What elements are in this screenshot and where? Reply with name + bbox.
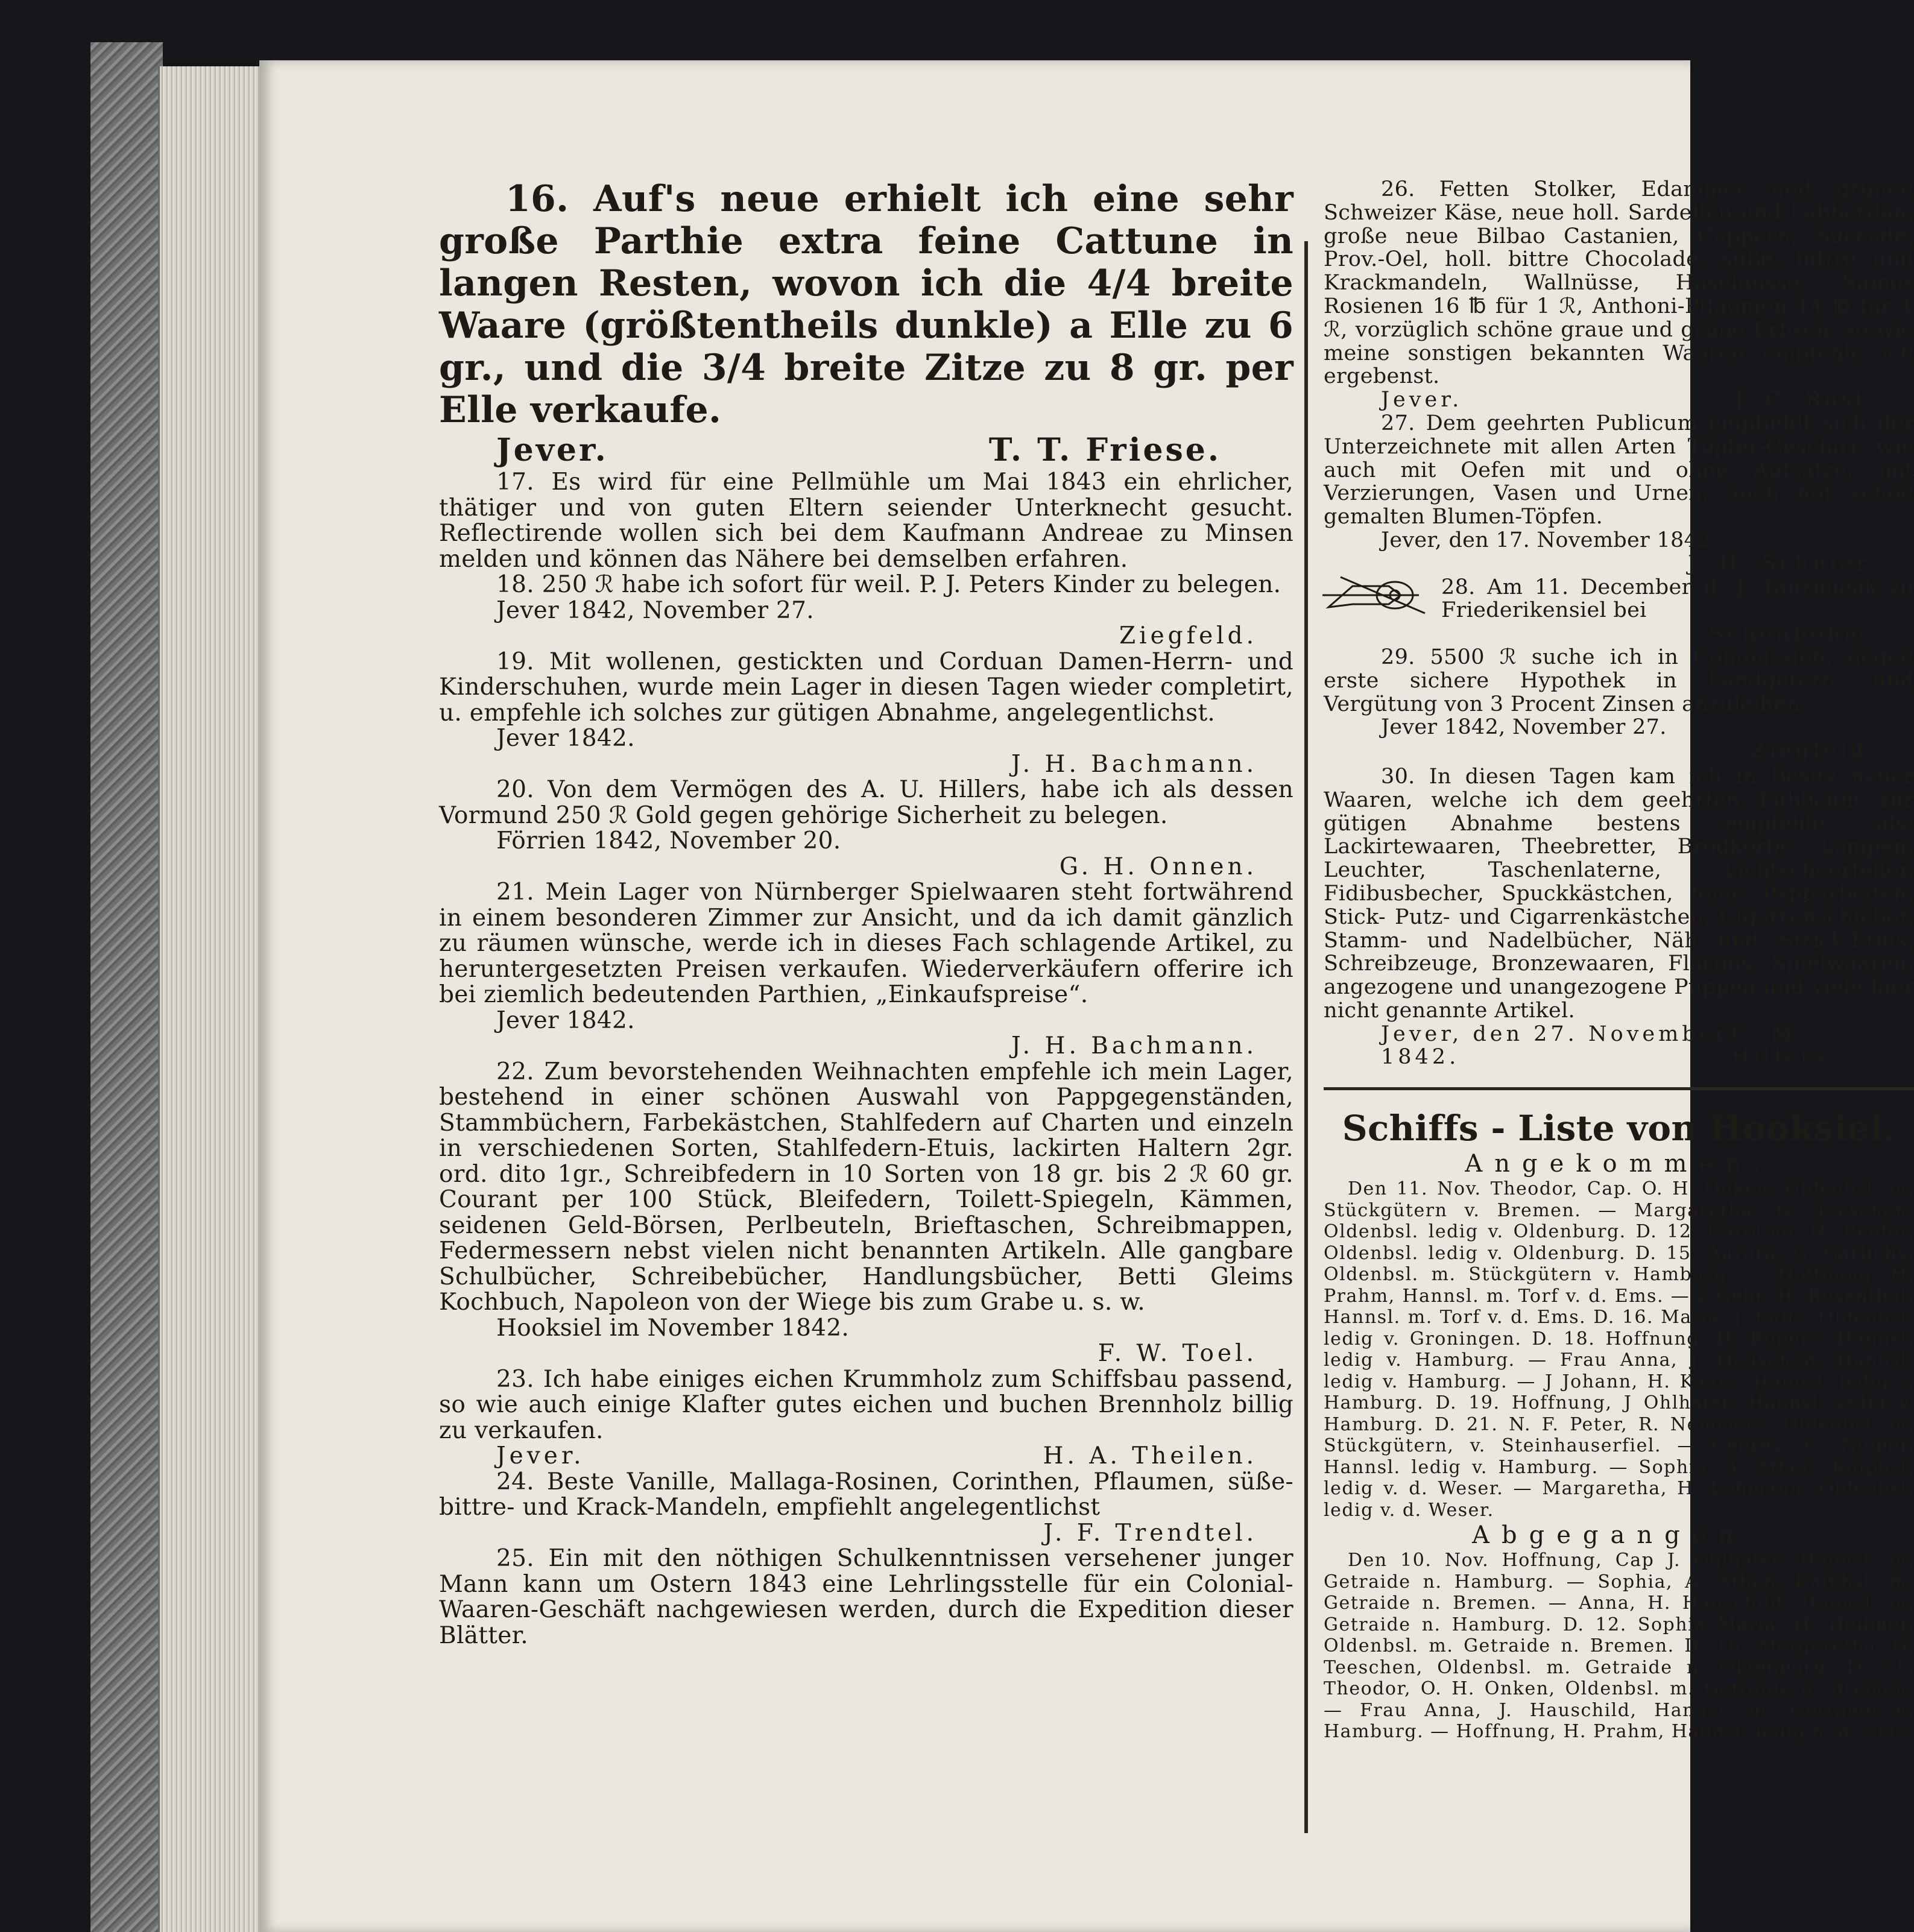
entry-signer: G. H. Onnen.: [1059, 853, 1257, 880]
entry-22: [439, 1059, 1293, 1367]
left-column: [439, 178, 1293, 1649]
entry-16: [439, 178, 1293, 470]
right-column: [1324, 178, 1914, 1743]
entry-text: 24. Beste Vanille, Mallaga-Rosinen, Corinthen, Pflaumen, süße- bittre- und Krack-Mandeln, empfiehlt angelegentlichst: [439, 1468, 1293, 1521]
section-divider: [1324, 1087, 1914, 1090]
entry-text: 22. Zum bevorstehenden Weihnachten empfehle ich mein Lager, bestehend in einer schönen Auswahl von Pappgegenständen, Stammbüchern, Farbekästchen, Stahlfedern auf Charten und einzeln in verschiedenen Sorten, Stahlfedern-Etuis, lackirten Haltern 2gr. ord. dito 1gr., Schreibfedern in 10 Sorten von 18 gr. bis 2 ℛ 60 gr. Courant per 100 Stück, Bleifedern, Toilett-Spiegeln, Kämmen, seidenen Geld-Börsen, Perlbeuteln, Brieftaschen, Schreibmappen, Federmessern nebst vielen nicht benannten Artikeln. Alle gangbare Schulbücher, Schreibebücher, Handlungsbücher, Betti Gleims Kochbuch, Napoleon von der Wiege bis zum Grabe u. s. w.: [439, 1058, 1293, 1316]
arrived-heading: Angekommen.: [1465, 1150, 1773, 1178]
ship-list: [1324, 1107, 1914, 1743]
entry-place: Jever 1842, November 27.: [1381, 715, 1667, 740]
entry-text: 17. Es wird für eine Pellmühle um Mai 1843 ein ehrlicher, thätiger und von guten Eltern seiender Unterknecht gesucht. Reflectirende wollen sich bei dem Kaufmann Andreae zu Minsen melden und können das Nähere bei demselben erfahren.: [439, 469, 1293, 573]
book-spine: [90, 42, 163, 1932]
entry-signature: [1324, 1023, 1914, 1070]
entry-place: Jever.: [496, 432, 608, 469]
page-edges: [158, 66, 265, 1932]
ship-list-title: Schiffs - Liste von Hooksiel.: [1342, 1108, 1896, 1149]
entry-signer: Ziegfeld.: [1750, 739, 1878, 763]
entry-signer: J. H. Bachmann.: [1011, 1032, 1257, 1059]
entry-place: Hooksiel im November 1842.: [496, 1314, 850, 1342]
entry-signer: F. W. Toel.: [1098, 1340, 1257, 1367]
arrived-list: Den 11. Nov. Theodor, Cap. O. H. Onken. Oldenbsl. m. Stückgütern v. Bremen. — Margaretha, G. Teeschen, Oldenbsl. ledig v. Oldenburg. D. 12. Caroline. H. Reefer, Oldenbsl. ledig v. Oldenburg. D. 15. Aurora, G. Garlichs, Oldenbsl. m. Stückgütern v. Hamburg. — Hoffnung, H. Prahm, Hannsl. m. Torf v. d. Ems. — 2 Gebr. H. Rosenthal, Hannsl. m. Torf v. d. Ems. D. 16. Maria, J. Fulfs, Oldenbsl. ledig v. Groningen. D. 18. Hoffnung, H. Ropers, Hannsl. ledig v. Hamburg. — Frau Anna, J. Hauschild, Hannsl. ledig v. Hamburg. — J Johann, H. Kaars, Hannsl. ledig v. Hamburg. D. 19. Hoffnung, J Ohlhafer, Hannsl. ledig v. Hamburg. D. 21. N. F. Peter, R. Nemmers, Oldenbsl. m. Stückgütern, v. Steinhauserfiel. — Ceeres, C. Nieper, Hannsl. ledig v. Hamburg. — Sophia, A. Athen, Kniphsl. ledig v. d. Weser. — Margaretha, H. Lohmann, Oldenbsl. ledig v. d. Weser.: [1324, 1178, 1914, 1521]
entry-signature: [439, 431, 1293, 470]
entry-signer: Schönbohm.: [1708, 622, 1878, 646]
entry-signer: J. H. Bachmann.: [1011, 750, 1257, 778]
entry-18: [439, 572, 1293, 649]
entry-place: Jever 1842, November 27.: [496, 596, 814, 624]
entry-text: 30. In diesen Tagen kam ich in Besitz neuer Waaren, welche ich dem geehrten Publicum zur gütigen Abnahme bestens empfehle, als: Lackirtewaaren, Theebretter, Brodkörbe, Lampen, Leuchter, Taschenlaterne, Lichtscheerteller, Fidibusbecher, Spuckkästchen, feine Papparbeiten, Stick- Putz- und Cigarrenkästchen, Cigarrenschieber, Stamm- und Nadelbücher, Näh und Strick-Etuis, Schreibzeuge, Bronzewaaren, Flacons, Spielwaaren, angezogene und unangezogene Puppen und viele hier nicht genannte Artikel.: [1324, 764, 1914, 1023]
violin-illustration-icon: [1316, 571, 1437, 619]
entry-text: 20. Von dem Vermögen des A. U. Hillers, habe ich als dessen Vormund 250 ℛ Gold gegen gehörige Sicherheit zu belegen.: [439, 776, 1293, 829]
entry-signer: H. A. Theilen.: [1043, 1442, 1257, 1470]
entry-place: Jever.: [496, 1442, 585, 1470]
entry-25: [439, 1546, 1293, 1649]
entry-text: 18. 250 ℛ habe ich sofort für weil. P. J. Peters Kinder zu belegen.: [496, 571, 1281, 598]
entry-place: Jever.: [1381, 388, 1463, 412]
entry-signer: J. F. Trendtel.: [1043, 1519, 1257, 1547]
entry-23: [439, 1367, 1293, 1470]
entry-text: 25. Ein mit den nöthigen Schulkenntnissen versehener junger Mann kann um Ostern 1843 eine Lehrlingsstelle für ein Colonial-Waaren-Geschäft nachgewiesen werden, durch die Expedition dieser Blätter.: [439, 1545, 1293, 1649]
entry-27: [1324, 412, 1914, 576]
entry-signature: [1324, 388, 1914, 412]
entry-text: 21. Mein Lager von Nürnberger Spielwaaren steht fortwährend in einem besonderen Zimmer zur Ansicht, und da ich damit gänzlich zu räumen wünsche, werde ich in dieses Fach schlagende Artikel, zu heruntergesetzten Preisen verkaufen. Wiederverkäufern offerire ich bei ziemlich bedeutenden Parthien, „Einkaufspreise“.: [439, 879, 1293, 1008]
entry-place: Jever, den 27. November 1842.: [1381, 1021, 1729, 1070]
entry-20: [439, 777, 1293, 880]
entry-24: [439, 1470, 1293, 1547]
departed-list: Den 10. Nov. Hoffnung, Cap J. Ohlhafer, Hannsl. m. Getraide n. Hamburg. — Sophia, A. Athen, Kniphsl. m. Getraide n. Bremen. — Anna, H. Hauschild, Hannsl. m. Getraide n. Hamburg. D. 12. Sophia Maria, H. Heibner, Oldenbsl. m. Getraide n. Bremen. D. 18. Margaretha, G. Teeschen, Oldenbsl. m. Getraide n. Oldenburg. D. 21. Theodor, O. H. Onken, Oldenbsl. m. Getraide n. Bremen. — Frau Anna, J. Hauschild, Hannsl. m. Getraide n. Hamburg. — Hoffnung, H. Prahm, Hannsl. ledig n. d. Ems.: [1324, 1550, 1914, 1743]
entry-signer: Ziegfeld.: [1119, 622, 1257, 649]
departed-heading: Abgegangen.: [1472, 1521, 1766, 1550]
entry-17: [439, 470, 1293, 572]
column-divider: [1304, 241, 1308, 1833]
newspaper-page: [259, 60, 1914, 1932]
entry-signer: J. H. Schnier.: [1688, 551, 1878, 576]
entry-signer: C. M Hillers.: [1731, 1021, 1839, 1070]
entry-text: 19. Mit wollenen, gestickten und Corduan Damen-Herrn- und Kinderschuhen, wurde mein Lager in diesen Tagen wieder completirt, u. empfehle ich solches zur gütigen Abnahme, angelegentlichst.: [439, 648, 1293, 727]
entry-text: 16. Auf's neue erhielt ich eine sehr große Parthie extra feine Cattune in langen Resten, wovon ich die 4/4 breite Waare (größtentheils dunkle) a Elle zu 6 gr., und die 3/4 breite Zitze zu 8 gr. per Elle verkaufe.: [439, 178, 1293, 431]
entry-26: [1324, 178, 1914, 412]
entry-place: Jever 1842.: [496, 725, 635, 752]
entry-signer: T. T. Friese.: [988, 432, 1221, 469]
entry-text: 26. Fetten Stolker, Edammer und grünen Schweizer Käse, neue holl. Sardellen und Labberdan, große neue Bilbao Castanien, Cappern, Succade, Prov.-Oel, holl. bittre Chocolade, süße, bittre und Krackmandeln, Wallnüsse, Haselnüsse, Samos Rosienen 16 ℔ für 1 ℛ, Anthoni-Pflaumen 14 ℔ für 1 ℛ, vorzüglich schöne graue und grüne Erbsen, so wie meine sonstigen bekannten Waaren empfehle ich ergebenst.: [1324, 177, 1914, 389]
entry-text: 29. 5500 ℛ suche ich in Commission, gegen erste sichere Hypothek in Landgütern, und Vergütung von 3 Procent Zinsen anzuleihen.: [1324, 645, 1914, 716]
entry-28: [1324, 576, 1914, 646]
entry-place: Förrien 1842, November 20.: [496, 827, 841, 854]
entry-signature: [439, 1444, 1293, 1470]
entry-place: Jever, den 17. November 1842.: [1381, 528, 1719, 552]
entry-21: [439, 880, 1293, 1059]
entry-text: 23. Ich habe einiges eichen Krummholz zum Schiffsbau passend, so wie auch einige Klafter gutes eichen und buchen Brennholz billig zu verkaufen.: [439, 1365, 1293, 1444]
entry-text: 27. Dem geehrten Publicum empfiehlt sich der Unterzeichnete mit allen Arten Töpfer-Geschirr, wie auch mit Oefen mit und ohne Aufsätze, mit Verzierungen, Vasen und Urnen, auch mit schön gemalten Blumen-Töpfen.: [1324, 411, 1914, 529]
entry-place: Jever 1842.: [496, 1006, 635, 1034]
entry-signer: J. C. Rost.: [1734, 388, 1878, 412]
entry-text: 28. Am 11. December d. J. Tanzmusik zu Friederikensiel bei: [1441, 575, 1914, 623]
entry-19: [439, 649, 1293, 778]
entry-30: [1324, 765, 1914, 1069]
entry-29: [1324, 646, 1914, 763]
